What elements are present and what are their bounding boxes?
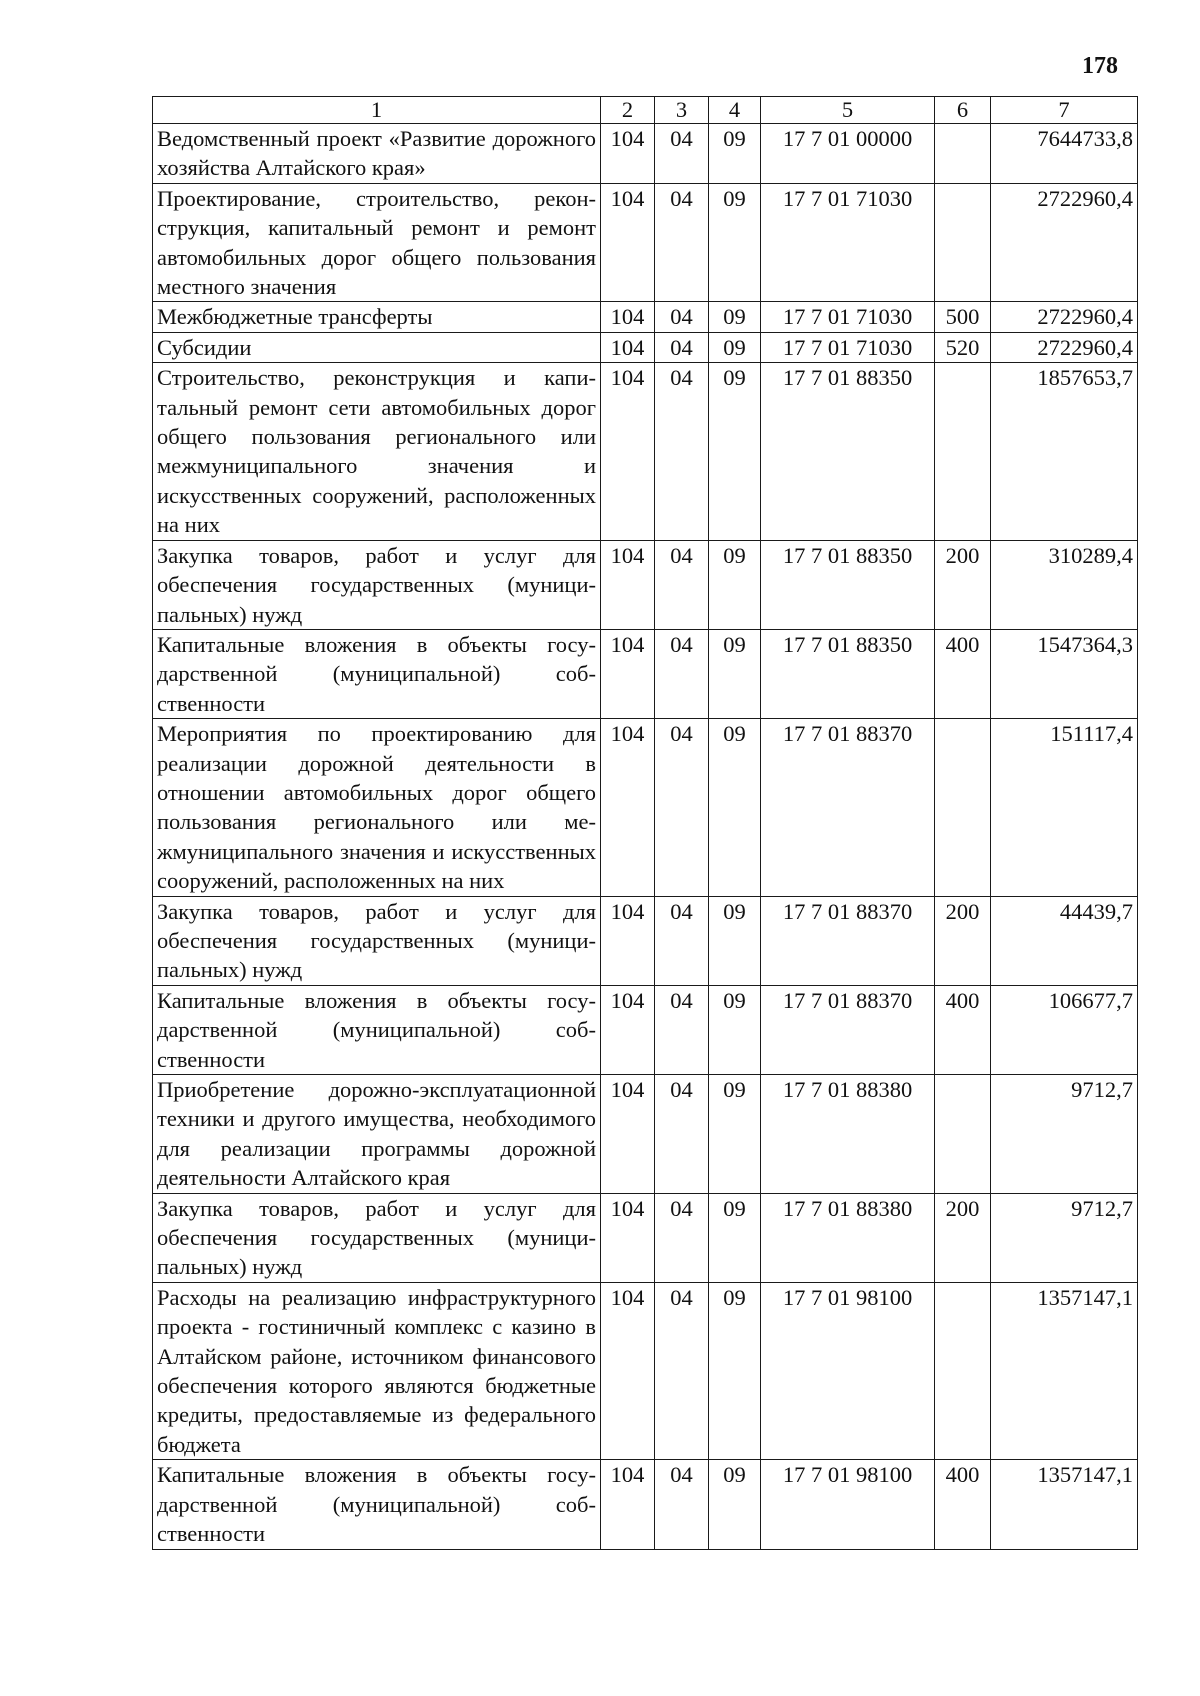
cell-col-4: 09 xyxy=(709,183,761,302)
cell-col-4: 09 xyxy=(709,719,761,896)
cell-col-3: 04 xyxy=(655,183,709,302)
cell-col-4: 09 xyxy=(709,332,761,362)
cell-col-7: 9712,7 xyxy=(991,1075,1138,1194)
cell-col-5: 17 7 01 88350 xyxy=(761,540,935,629)
cell-col-6: 400 xyxy=(935,629,991,718)
budget-table xyxy=(152,96,1138,1550)
row-name: Закупка товаров, работ и услуг для обеспечения государственных (муниципальных) нужд xyxy=(153,896,601,985)
row-name: Капитальные вложения в объекты государственной (муниципальной) собственности xyxy=(153,1460,601,1549)
cell-col-7: 310289,4 xyxy=(991,540,1138,629)
cell-col-4: 09 xyxy=(709,1282,761,1459)
cell-col-2: 104 xyxy=(601,124,655,184)
cell-col-2: 104 xyxy=(601,1460,655,1549)
cell-col-5: 17 7 01 98100 xyxy=(761,1282,935,1459)
table-header-row xyxy=(153,97,1138,124)
cell-col-6 xyxy=(935,1282,991,1459)
row-name: Закупка товаров, работ и услуг для обеспечения государственных (муниципальных) нужд xyxy=(153,1193,601,1282)
table-row xyxy=(153,985,1138,1074)
cell-col-2: 104 xyxy=(601,1282,655,1459)
cell-col-6: 500 xyxy=(935,302,991,332)
cell-col-3: 04 xyxy=(655,1282,709,1459)
table-row xyxy=(153,1282,1138,1459)
cell-col-3: 04 xyxy=(655,896,709,985)
cell-col-5: 17 7 01 88370 xyxy=(761,896,935,985)
header-cell: 2 xyxy=(601,97,655,124)
cell-col-2: 104 xyxy=(601,1075,655,1194)
cell-col-7: 151117,4 xyxy=(991,719,1138,896)
table-row xyxy=(153,332,1138,362)
cell-col-3: 04 xyxy=(655,540,709,629)
header-cell: 6 xyxy=(935,97,991,124)
cell-col-5: 17 7 01 00000 xyxy=(761,124,935,184)
cell-col-6 xyxy=(935,1075,991,1194)
cell-col-7: 1547364,3 xyxy=(991,629,1138,718)
cell-col-2: 104 xyxy=(601,719,655,896)
row-name: Закупка товаров, работ и услуг для обеспечения государственных (муниципальных) нужд xyxy=(153,540,601,629)
table-row xyxy=(153,1460,1138,1549)
row-name: Субсидии xyxy=(153,332,601,362)
cell-col-3: 04 xyxy=(655,124,709,184)
cell-col-2: 104 xyxy=(601,896,655,985)
cell-col-2: 104 xyxy=(601,183,655,302)
row-name: Мероприятия по проектированию для реализации дорожной деятельности в отношении автомобильных дорог общего пользования регионального или межмуниципального значения и искусственных сооружений, расположенных на них xyxy=(153,719,601,896)
row-name: Расходы на реализацию инфраструктурного проекта - гостиничный комплекс с казино в Алтайском районе, источником финансового обеспечения которого являются бюджетные кредиты, предоставляемые из федерального бюджета xyxy=(153,1282,601,1459)
cell-col-7: 44439,7 xyxy=(991,896,1138,985)
header-cell: 4 xyxy=(709,97,761,124)
table-row xyxy=(153,183,1138,302)
header-cell: 1 xyxy=(153,97,601,124)
cell-col-3: 04 xyxy=(655,719,709,896)
cell-col-6: 400 xyxy=(935,1460,991,1549)
cell-col-3: 04 xyxy=(655,363,709,540)
cell-col-2: 104 xyxy=(601,985,655,1074)
table-row xyxy=(153,896,1138,985)
cell-col-4: 09 xyxy=(709,1075,761,1194)
cell-col-3: 04 xyxy=(655,302,709,332)
row-name: Межбюджетные трансферты xyxy=(153,302,601,332)
cell-col-5: 17 7 01 88380 xyxy=(761,1193,935,1282)
cell-col-3: 04 xyxy=(655,1460,709,1549)
cell-col-6 xyxy=(935,124,991,184)
cell-col-5: 17 7 01 88350 xyxy=(761,629,935,718)
row-name: Капитальные вложения в объекты государственной (муниципальной) собственности xyxy=(153,629,601,718)
page-number: 178 xyxy=(1082,53,1118,79)
cell-col-4: 09 xyxy=(709,540,761,629)
cell-col-2: 104 xyxy=(601,540,655,629)
cell-col-7: 106677,7 xyxy=(991,985,1138,1074)
cell-col-5: 17 7 01 88350 xyxy=(761,363,935,540)
cell-col-5: 17 7 01 88370 xyxy=(761,985,935,1074)
cell-col-3: 04 xyxy=(655,985,709,1074)
cell-col-6 xyxy=(935,719,991,896)
cell-col-4: 09 xyxy=(709,1193,761,1282)
cell-col-5: 17 7 01 88380 xyxy=(761,1075,935,1194)
table-body xyxy=(153,97,1138,1550)
cell-col-4: 09 xyxy=(709,124,761,184)
cell-col-6 xyxy=(935,363,991,540)
cell-col-7: 2722960,4 xyxy=(991,332,1138,362)
cell-col-7: 1357147,1 xyxy=(991,1460,1138,1549)
cell-col-2: 104 xyxy=(601,302,655,332)
cell-col-6: 200 xyxy=(935,1193,991,1282)
cell-col-6: 520 xyxy=(935,332,991,362)
row-name: Строительство, реконструкция и капитальный ремонт сети автомобильных дорог общего пользования регионального или межмуниципального значения и искусственных сооружений, расположенных на них xyxy=(153,363,601,540)
header-cell: 5 xyxy=(761,97,935,124)
cell-col-7: 9712,7 xyxy=(991,1193,1138,1282)
cell-col-3: 04 xyxy=(655,332,709,362)
cell-col-3: 04 xyxy=(655,1193,709,1282)
cell-col-5: 17 7 01 71030 xyxy=(761,183,935,302)
header-cell: 7 xyxy=(991,97,1138,124)
cell-col-4: 09 xyxy=(709,629,761,718)
row-name: Приобретение дорожно-эксплуатационной техники и другого имущества, необходимого для реализации программы дорожной деятельности Алтайского края xyxy=(153,1075,601,1194)
table-row xyxy=(153,719,1138,896)
cell-col-4: 09 xyxy=(709,302,761,332)
cell-col-4: 09 xyxy=(709,985,761,1074)
header-cell: 3 xyxy=(655,97,709,124)
cell-col-2: 104 xyxy=(601,1193,655,1282)
table-row xyxy=(153,302,1138,332)
cell-col-7: 2722960,4 xyxy=(991,302,1138,332)
cell-col-6: 200 xyxy=(935,896,991,985)
cell-col-7: 1357147,1 xyxy=(991,1282,1138,1459)
cell-col-7: 7644733,8 xyxy=(991,124,1138,184)
cell-col-5: 17 7 01 71030 xyxy=(761,302,935,332)
table-row xyxy=(153,629,1138,718)
cell-col-2: 104 xyxy=(601,363,655,540)
cell-col-6: 400 xyxy=(935,985,991,1074)
cell-col-5: 17 7 01 88370 xyxy=(761,719,935,896)
row-name: Ведомственный проект «Развитие дорожного хозяйства Алтайского края» xyxy=(153,124,601,184)
cell-col-5: 17 7 01 98100 xyxy=(761,1460,935,1549)
cell-col-4: 09 xyxy=(709,1460,761,1549)
row-name: Проектирование, строительство, реконструкция, капитальный ремонт и ремонт автомобильных дорог общего пользования местного значения xyxy=(153,183,601,302)
cell-col-3: 04 xyxy=(655,629,709,718)
cell-col-6: 200 xyxy=(935,540,991,629)
cell-col-7: 2722960,4 xyxy=(991,183,1138,302)
cell-col-7: 1857653,7 xyxy=(991,363,1138,540)
cell-col-2: 104 xyxy=(601,629,655,718)
cell-col-3: 04 xyxy=(655,1075,709,1194)
table-row xyxy=(153,540,1138,629)
cell-col-4: 09 xyxy=(709,896,761,985)
table-row xyxy=(153,124,1138,184)
cell-col-6 xyxy=(935,183,991,302)
table-row xyxy=(153,1193,1138,1282)
cell-col-4: 09 xyxy=(709,363,761,540)
row-name: Капитальные вложения в объекты государственной (муниципальной) собственности xyxy=(153,985,601,1074)
table-row xyxy=(153,363,1138,540)
cell-col-5: 17 7 01 71030 xyxy=(761,332,935,362)
table-row xyxy=(153,1075,1138,1194)
cell-col-2: 104 xyxy=(601,332,655,362)
